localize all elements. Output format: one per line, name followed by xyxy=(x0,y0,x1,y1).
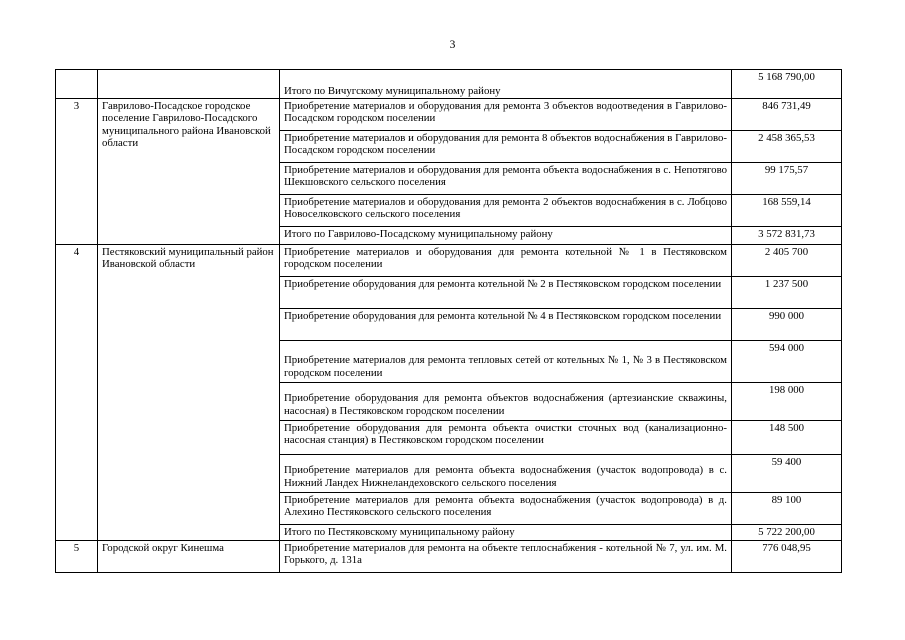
municipality-cell xyxy=(98,70,280,99)
table-row xyxy=(56,541,842,573)
amount-cell: 2 458 365,53 xyxy=(732,131,842,163)
description-cell: Приобретение оборудования для ремонта котельной № 2 в Пестяковском городском поселении xyxy=(280,277,732,309)
description-cell: Приобретение материалов для ремонта объекта водоснабжения (участок водопровода) в с. Нижний Ландех Нижнеландеховского сельского поселения xyxy=(280,455,732,493)
amount-cell: 59 400 xyxy=(732,455,842,493)
description-cell: Приобретение материалов и оборудования для ремонта 3 объектов водоотведения в Гаврилово-Посадском городском поселении xyxy=(280,99,732,131)
amount-cell: 148 500 xyxy=(732,421,842,455)
amount-cell: 89 100 xyxy=(732,493,842,525)
description-cell: Приобретение оборудования для ремонта котельной № 4 в Пестяковском городском поселении xyxy=(280,309,732,341)
amount-cell: 99 175,57 xyxy=(732,163,842,195)
description-cell: Приобретение материалов и оборудования для ремонта объекта водоснабжения в с. Непотягово Шекшовского сельского поселения xyxy=(280,163,732,195)
page-number: 3 xyxy=(449,39,456,51)
amount-cell: 990 000 xyxy=(732,309,842,341)
total-label: Итого по Гаврилово-Посадскому муниципальному району xyxy=(280,227,732,245)
amount-cell: 2 405 700 xyxy=(732,245,842,277)
municipality-cell: Городской округ Кинешма xyxy=(98,541,280,573)
total-amount: 5 168 790,00 xyxy=(732,70,842,99)
total-label: Итого по Пестяковскому муниципальному району xyxy=(280,525,732,541)
amount-cell: 198 000 xyxy=(732,383,842,421)
total-label: Итого по Вичугскому муниципальному району xyxy=(280,70,732,99)
description-cell: Приобретение оборудования для ремонта объекта очистки сточных вод (канализационно-насосная станция) в Пестяковском городском поселении xyxy=(280,421,732,455)
description-cell: Приобретение материалов для ремонта тепловых сетей от котельных № 1, № 3 в Пестяковском городском поселении xyxy=(280,341,732,383)
amount-cell: 776 048,95 xyxy=(732,541,842,573)
amount-cell: 168 559,14 xyxy=(732,195,842,227)
row-number: 5 xyxy=(56,541,98,573)
description-cell: Приобретение оборудования для ремонта объектов водоснабжения (артезианские скважины, насосная) в Пестяковском городском поселении xyxy=(280,383,732,421)
description-cell: Приобретение материалов для ремонта объекта водоснабжения (участок водопровода) в д. Алехино Пестяковского сельского поселения xyxy=(280,493,732,525)
table-row xyxy=(56,245,842,277)
total-amount: 5 722 200,00 xyxy=(732,525,842,541)
row-number xyxy=(56,70,98,99)
description-cell: Приобретение материалов и оборудования для ремонта 8 объектов водоснабжения в Гаврилово-Посадском городском поселении xyxy=(280,131,732,163)
table-row xyxy=(56,99,842,131)
description-cell: Приобретение материалов и оборудования для ремонта 2 объектов водоснабжения в с. Лобцово Новоселковского сельского поселения xyxy=(280,195,732,227)
row-number: 3 xyxy=(56,99,98,245)
description-cell: Приобретение материалов для ремонта на объекте теплоснабжения - котельной № 7, ул. им. М. Горького, д. 131а xyxy=(280,541,732,573)
amount-cell: 1 237 500 xyxy=(732,277,842,309)
row-number: 4 xyxy=(56,245,98,541)
funding-table xyxy=(55,69,842,573)
municipality-cell: Пестяковский муниципальный район Ивановской области xyxy=(98,245,280,541)
municipality-cell: Гаврилово-Посадское городское поселение Гаврилово-Посадского муниципального района Ивановской области xyxy=(98,99,280,245)
amount-cell: 594 000 xyxy=(732,341,842,383)
amount-cell: 846 731,49 xyxy=(732,99,842,131)
total-amount: 3 572 831,73 xyxy=(732,227,842,245)
description-cell: Приобретение материалов и оборудования для ремонта котельной № 1 в Пестяковском городском поселении xyxy=(280,245,732,277)
table-row xyxy=(56,70,842,99)
